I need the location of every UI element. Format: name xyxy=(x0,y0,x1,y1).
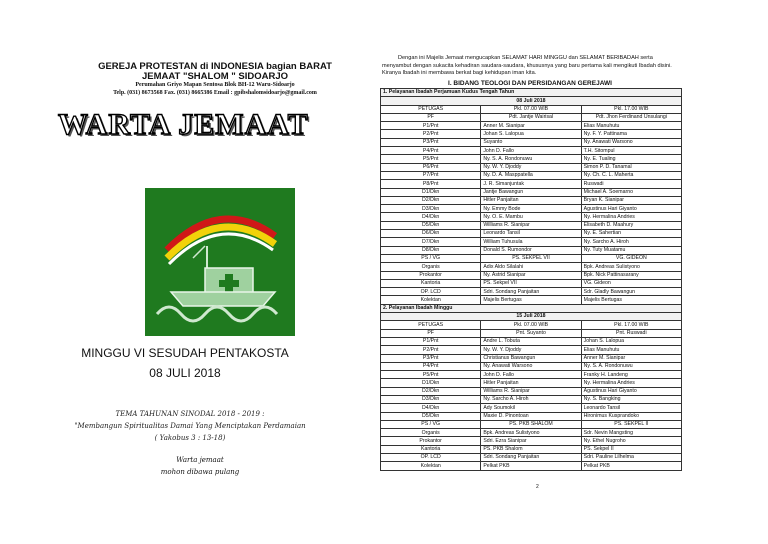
table-cell: D8/Dkn xyxy=(381,246,481,254)
church-address: Perumahan Griyo Mapan Sentosa Blok BH-12 Waru-Sidoarjo xyxy=(135,82,295,88)
column-header: PETUGAS xyxy=(381,105,481,113)
table-row xyxy=(381,337,682,345)
table-cell: William Tuhusula xyxy=(481,238,581,246)
sunday-date: 08 JULI 2018 xyxy=(149,366,221,380)
table-cell: P3/Pnt xyxy=(381,138,481,146)
column-header: Pkl. 17.00 WIB xyxy=(581,105,681,113)
table-cell: Williams R. Sianipar xyxy=(481,387,581,395)
table-cell: PS / VG xyxy=(381,420,481,428)
table-cell: Organis xyxy=(381,429,481,437)
table-cell: Elias Manuhutu xyxy=(581,122,681,130)
table-cell: Bryan K. Sianipar xyxy=(581,196,681,204)
table-row xyxy=(381,188,682,196)
table-cell: Michael A. Soemarno xyxy=(581,188,681,196)
table-cell: Kolektan xyxy=(381,296,481,304)
table-cell: Hitler Panjaitan xyxy=(481,379,581,387)
table-cell: Ny. Ethel Nugroho xyxy=(581,437,681,445)
table-cell: Ny. Anawati Warsono xyxy=(481,362,581,370)
table-cell: Pdt. Jantje Wairisal xyxy=(481,113,581,121)
table-cell: Agustinus Hari Giyanto xyxy=(581,205,681,213)
table-cell: PF xyxy=(381,329,481,337)
table-cell: Leonardo Tansil xyxy=(581,404,681,412)
service-title-row xyxy=(381,89,682,97)
table-cell: P8/Pnt xyxy=(381,180,481,188)
table-cell: D3/Dkn xyxy=(381,205,481,213)
service-title: 1. Pelayanan Ibadah Perjamuan Kudus Tengah Tahun xyxy=(381,89,682,97)
table-cell: Hitler Panjaitan xyxy=(481,196,581,204)
table-cell: Franky H. Landeng xyxy=(581,371,681,379)
welcome-paragraph xyxy=(382,55,682,78)
column-header: Pkl. 17.00 WIB xyxy=(581,321,681,329)
table-row xyxy=(381,263,682,271)
table-cell: Ny. Ch. C. L. Maherta xyxy=(581,171,681,179)
table-cell: T.H. Sitompul xyxy=(581,147,681,155)
table-cell: PS. PKB Shalom xyxy=(481,445,581,453)
table-cell: Adix Aldo Silalahi xyxy=(481,263,581,271)
table-row xyxy=(381,147,682,155)
column-header: Pkl. 07.00 WIB xyxy=(481,321,581,329)
table-cell: VG. GIDEON xyxy=(581,254,681,262)
take-home-line2: mohon dibawa pulang xyxy=(160,468,240,476)
table-row xyxy=(381,404,682,412)
table-cell: Organis xyxy=(381,263,481,271)
table-cell: OP. LCD xyxy=(381,454,481,462)
table-cell: Ny. S. A. Rondonuwu xyxy=(581,362,681,370)
table-cell: Hironimus Kusprandoko xyxy=(581,412,681,420)
table-cell: Ny. S. Bangking xyxy=(581,395,681,403)
table-cell: D4/Dkn xyxy=(381,213,481,221)
table-cell: Donald S. Rumondor xyxy=(481,246,581,254)
table-row xyxy=(381,296,682,304)
table-cell: Agustinus Hari Giyanto xyxy=(581,387,681,395)
table-cell: Pelkat PKB xyxy=(581,462,681,470)
table-cell: Christianus Bawangun xyxy=(481,354,581,362)
table-cell: Ny. Hermalina Andries xyxy=(581,379,681,387)
table-cell: Andre L. Tobuta xyxy=(481,337,581,345)
table-cell: D6/Dkn xyxy=(381,230,481,238)
table-cell: Ny. W. Y. Djoddy xyxy=(481,346,581,354)
table-cell: Ady Soumokil xyxy=(481,404,581,412)
table-cell: Ny. O. E. Mambu xyxy=(481,213,581,221)
church-name: GEREJA PROTESTAN di INDONESIA bagian BARAT xyxy=(98,61,332,72)
header-row xyxy=(381,321,682,329)
table-cell: P3/Pnt xyxy=(381,354,481,362)
table-row xyxy=(381,171,682,179)
table-row xyxy=(381,113,682,121)
table-row xyxy=(381,213,682,221)
table-cell: Maxie D. Pinontoan xyxy=(481,412,581,420)
table-cell: Ny. S. A. Rondonuwu xyxy=(481,155,581,163)
sunday-name: MINGGU VI SESUDAH PENTAKOSTA xyxy=(81,346,289,360)
table-cell: Sdri. Sondang Panjaitan xyxy=(481,288,581,296)
table-row xyxy=(381,279,682,287)
table-cell: Johan S. Lalopua xyxy=(481,130,581,138)
table-cell: D2/Dkn xyxy=(381,196,481,204)
table-cell: Anner M. Sianipar xyxy=(481,122,581,130)
table-cell: P2/Pnt xyxy=(381,130,481,138)
table-cell: Majelis Bertugas xyxy=(581,296,681,304)
table-cell: Simon P. D. Tanamal xyxy=(581,163,681,171)
roster-table xyxy=(380,88,682,471)
table-cell: Ny. D. A. Masppatella xyxy=(481,171,581,179)
table-cell: Sdri. Pauline Lilhelma xyxy=(581,454,681,462)
table-cell: D2/Dkn xyxy=(381,387,481,395)
table-cell: Ny. E. Tualing xyxy=(581,155,681,163)
table-cell: Prokantor xyxy=(381,437,481,445)
table-cell: John D. Fallo xyxy=(481,371,581,379)
table-cell: Elisabeth D. Maahury xyxy=(581,221,681,229)
table-row xyxy=(381,329,682,337)
table-cell: Ny. Sarcho A. Hiroh xyxy=(481,395,581,403)
table-cell: Elias Manuhutu xyxy=(581,346,681,354)
table-cell: John D. Fallo xyxy=(481,147,581,155)
table-cell: PS. SEKPEL II xyxy=(581,420,681,428)
table-cell: Ny. F. Y. Pattinama xyxy=(581,130,681,138)
table-cell: Sdr. Nevin Mangsting xyxy=(581,429,681,437)
table-row xyxy=(381,445,682,453)
table-row xyxy=(381,163,682,171)
table-cell: Sdr. Gladly Bawangun xyxy=(581,288,681,296)
table-cell: D5/Dkn xyxy=(381,412,481,420)
table-cell: P6/Pnt xyxy=(381,163,481,171)
table-row xyxy=(381,354,682,362)
table-cell: P4/Pnt xyxy=(381,362,481,370)
table-cell: Bpk. Nick Pattinasarany xyxy=(581,271,681,279)
table-cell: P5/Pnt xyxy=(381,371,481,379)
table-row xyxy=(381,412,682,420)
table-cell: PF xyxy=(381,113,481,121)
table-cell: PS / VG xyxy=(381,254,481,262)
table-cell: J. R. Simanjuntak xyxy=(481,180,581,188)
table-cell: Prokantor xyxy=(381,271,481,279)
table-cell: Ruswadi xyxy=(581,180,681,188)
logo-background xyxy=(145,188,295,336)
logo-hull xyxy=(171,292,275,306)
table-row xyxy=(381,454,682,462)
service-date: 15 Juli 2018 xyxy=(381,313,682,321)
table-cell: Suyanto xyxy=(481,138,581,146)
duty-roster xyxy=(380,88,682,471)
service-date: 08 Juli 2018 xyxy=(381,97,682,105)
table-cell: OP. LCD xyxy=(381,288,481,296)
table-cell: Anner M. Sianipar xyxy=(581,354,681,362)
table-row xyxy=(381,420,682,428)
service-title: 2. Pelayanan Ibadah Minggu xyxy=(381,304,682,312)
table-cell: Jantje Bawangun xyxy=(481,188,581,196)
table-row xyxy=(381,395,682,403)
theme-heading: TEMA TAHUNAN SINODAL 2018 - 2019 : xyxy=(115,410,265,418)
table-cell: P7/Pnt xyxy=(381,171,481,179)
table-row xyxy=(381,379,682,387)
table-row xyxy=(381,205,682,213)
table-cell: Ny. Emmy Bode xyxy=(481,205,581,213)
congregation-name: JEMAAT "SHALOM " SIDOARJO xyxy=(141,71,289,82)
table-cell: Leonardo Tansil xyxy=(481,230,581,238)
table-row xyxy=(381,271,682,279)
table-cell: Ny. E. Sahertian xyxy=(581,230,681,238)
table-row xyxy=(381,288,682,296)
table-cell: Pdt. Jhon Ferdinand Unsulangi xyxy=(581,113,681,121)
welcome-text: Dengan ini Majelis Jemaat mengucapkan SELAMAT HARI MINGGU dan SELAMAT BERIBADAH serta menyambut dengan sukacita kehadiran saudara-saudara, khususnya yang baru pertama kali mengikuti Ibadah disini. Kiranya Ibadah ini membawa berkat bagi kehidupan iman kita. xyxy=(382,55,672,77)
annual-theme xyxy=(40,408,340,444)
table-cell: VG. Gideon xyxy=(581,279,681,287)
table-cell: Ny. W. Y. Djoddy xyxy=(481,163,581,171)
table-row xyxy=(381,437,682,445)
table-cell: Sdri. Sondang Panjaitan xyxy=(481,454,581,462)
table-row xyxy=(381,254,682,262)
service-date-row xyxy=(381,97,682,105)
table-cell: Ny. Hermalina Andries xyxy=(581,213,681,221)
table-cell: P1/Pnt xyxy=(381,122,481,130)
church-contact: Telp. (031) 8673568 Fax. (031) 8665386 Email : gpibshalomsidoarjo@gmail.com xyxy=(113,90,317,96)
table-cell: Ny. Sarcho A. Hiroh xyxy=(581,238,681,246)
table-cell: PS. SEKPEL VII xyxy=(481,254,581,262)
table-row xyxy=(381,130,682,138)
header-row xyxy=(381,105,682,113)
table-row xyxy=(381,371,682,379)
table-cell: Bpk. Andreas Sulistyono xyxy=(581,263,681,271)
table-cell: P4/Pnt xyxy=(381,147,481,155)
table-row xyxy=(381,246,682,254)
table-row xyxy=(381,362,682,370)
take-home-note xyxy=(100,454,300,478)
service-date-row xyxy=(381,313,682,321)
table-cell: Majelis Bertugas xyxy=(481,296,581,304)
table-row xyxy=(381,230,682,238)
table-cell: P2/Pnt xyxy=(381,346,481,354)
table-row xyxy=(381,221,682,229)
theme-text: "Membangun Spiritualitas Damai Yang Menciptakan Perdamaian xyxy=(74,422,306,430)
table-row xyxy=(381,138,682,146)
table-cell: D1/Dkn xyxy=(381,188,481,196)
table-row xyxy=(381,238,682,246)
table-row xyxy=(381,155,682,163)
table-cell: Ny. Astrid Sianipar xyxy=(481,271,581,279)
table-cell: D4/Dkn xyxy=(381,404,481,412)
table-row xyxy=(381,429,682,437)
table-cell: Pelkat PKB xyxy=(481,462,581,470)
table-row xyxy=(381,122,682,130)
table-cell: D7/Dkn xyxy=(381,238,481,246)
table-cell: P5/Pnt xyxy=(381,155,481,163)
table-cell: Johan S. Lalopua xyxy=(581,337,681,345)
table-cell: PS. Sekpel VII xyxy=(481,279,581,287)
table-cell: Pnt. Suyanto xyxy=(481,329,581,337)
column-header: PETUGAS xyxy=(381,321,481,329)
service-title-row xyxy=(381,304,682,312)
table-cell: Kolektan xyxy=(381,462,481,470)
table-cell: Williams R. Sianipar xyxy=(481,221,581,229)
table-cell: Bpk. Andreas Sulistyono xyxy=(481,429,581,437)
table-cell: Kantoria xyxy=(381,445,481,453)
page-number: 2 xyxy=(536,484,539,490)
table-row xyxy=(381,346,682,354)
table-cell: P1/Pnt xyxy=(381,337,481,345)
table-row xyxy=(381,462,682,470)
table-cell: D1/Dkn xyxy=(381,379,481,387)
theme-verse: ( Yakobus 3 : 13-18) xyxy=(154,434,226,442)
bulletin-title: WARTA JEMAAT xyxy=(58,108,309,141)
table-row xyxy=(381,180,682,188)
table-row xyxy=(381,387,682,395)
table-cell: D3/Dkn xyxy=(381,395,481,403)
table-cell: PS. PKB SHALOM xyxy=(481,420,581,428)
table-cell: Pnt. Ruswadi xyxy=(581,329,681,337)
table-cell: PS. Sekpel II xyxy=(581,445,681,453)
church-logo xyxy=(145,188,295,336)
table-cell: Kantoria xyxy=(381,279,481,287)
table-cell: D5/Dkn xyxy=(381,221,481,229)
take-home-line1: Warta jemaat xyxy=(176,456,224,464)
table-cell: Sdri. Ezra Sianipar xyxy=(481,437,581,445)
table-row xyxy=(381,196,682,204)
column-header: Pkl. 07.00 WIB xyxy=(481,105,581,113)
table-cell: Ny. Tuty Muatamu xyxy=(581,246,681,254)
section-title: I. BIDANG TEOLOGI DAN PERSIDANGAN GEREJAWI xyxy=(448,80,612,87)
table-cell: Ny. Anawati Warsono xyxy=(581,138,681,146)
